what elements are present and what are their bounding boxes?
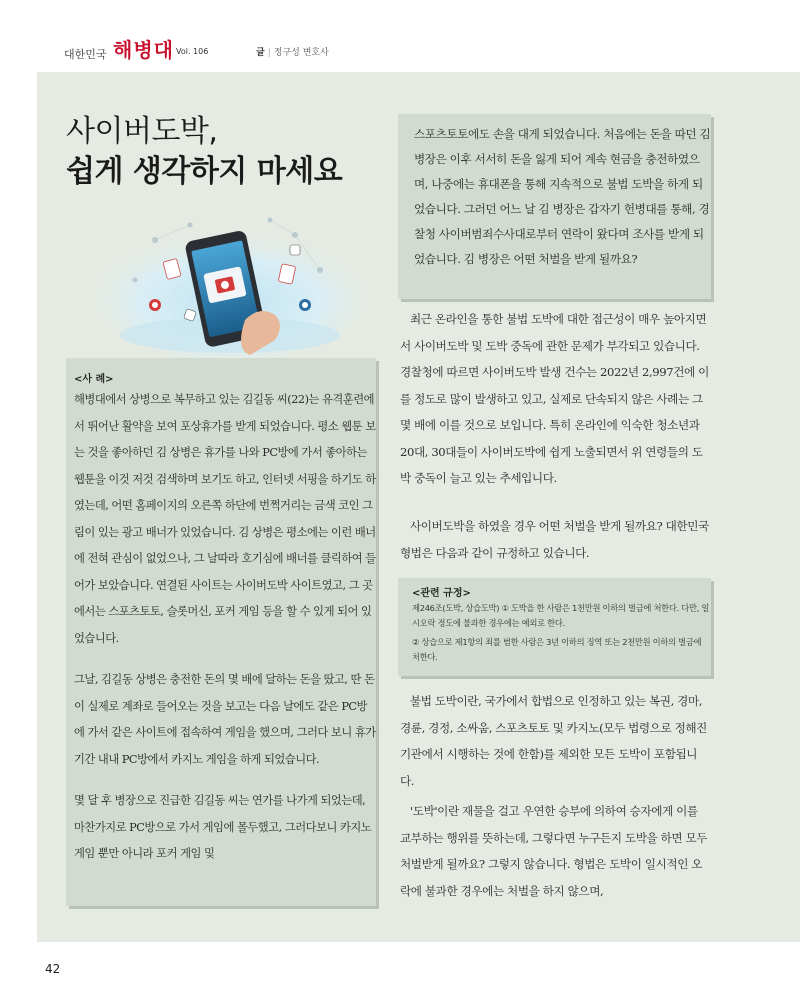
smartphone-gambling-illustration — [95, 210, 365, 360]
case-paragraph-1: 해병대에서 상병으로 복무하고 있는 김길동 씨(22)는 유격훈련에서 뛰어난 활약을 보여 포상휴가를 받게 되었습니다. 평소 웹툰 보는 것을 좋아하던 김 상병은 휴가를 나와 PC방에 가서 좋아하는 웹툰을 이것 저것 검색하며 보기도 하고, 인터넷 서핑을 하기도 하였는데, 어떤 홈페이지의 오른쪽 하단에 번쩍거리는 금색 코인 그림이 있는 광고 배너가 있었습니다. 김 상병은 평소에는 이런 배너에 전혀 관심이 없었으나, 그 날따라 호기심에 배너를 클릭하여 들어가 보았습니다. 연결된 사이트는 사이버도박 사이트였고, 그 곳에서는 스포츠토토, 슬롯머신, 포커 게임 등을 할 수 있게 되어 있었습니다. — [74, 393, 376, 645]
case-box — [66, 358, 376, 906]
case-paragraph-2: 그날, 김길동 상병은 충전한 돈의 몇 배에 달하는 돈을 땄고, 딴 돈이 실제로 계좌로 들어오는 것을 보고는 다음 날에도 같은 PC방에 가서 같은 사이트에 접속하여 게임을 했으며, 그러다 보니 휴가기간 내내 PC방에서 카지노 게임을 하게 되었습니다. — [74, 673, 376, 766]
header-volume: Vol. 106 — [176, 47, 209, 56]
author-name: 정구성 변호사 — [273, 48, 329, 58]
body-paragraph-2: 사이버도박을 하였을 경우 어떤 처벌을 받게 될까요? 대한민국 형법은 다음과 같이 규정하고 있습니다. — [400, 519, 709, 560]
body-paragraph-3-block — [400, 688, 710, 794]
header-author — [256, 45, 329, 58]
case-paragraph-3: 몇 달 후 병장으로 진급한 김길동 씨는 연가를 나가게 되었는데, 마찬가지로 PC방으로 가서 게임에 몰두했고, 그러다보니 카지노 게임 뿐만 아니라 포커 게임 및 — [74, 794, 372, 860]
related-law-box — [398, 578, 711, 676]
title-line-2: 쉽게 생각하지 마세요 — [66, 154, 343, 189]
case-label: <사 례> — [74, 374, 114, 385]
header-country: 대한민국 — [64, 48, 107, 61]
title-line-1: 사이버도박, — [66, 114, 218, 149]
related-law-label: <관련 규정> — [412, 588, 471, 599]
body-paragraph-4: '도박'이란 재물을 걸고 우연한 승부에 의하여 승자에게 이를 교부하는 행위를 뜻하는데, 그렇다면 누구든지 도박을 하면 모두 처벌받게 될까요? 그렇지 않습니다. 형법은 도박이 일시적인 오락에 불과한 경우에는 처벌을 하지 않으며, — [400, 804, 708, 898]
page-header — [0, 0, 800, 70]
page-number: 42 — [45, 962, 61, 976]
body-paragraph-1: 최근 온라인을 통한 불법 도박에 대한 접근성이 매우 높아지면서 사이버도박 및 도박 중독에 관한 문제가 부각되고 있습니다. 경찰청에 따르면 사이버도박 발생 건수는 2022년 2,997건에 이를 정도로 많이 발생하고 있고, 실제로 단속되지 않은 사례는 그 몇 배에 이를 것으로 보입니다. 특히 온라인에 익숙한 청소년과 20대, 30대들이 사이버도박에 쉽게 노출되면서 위 연령들의 도박 중독이 늘고 있는 추세입니다. — [400, 312, 709, 485]
body-paragraph-4-block — [400, 798, 710, 904]
body-paragraph-2-block — [400, 513, 710, 566]
body-paragraph-1-block — [400, 306, 710, 492]
article-title — [66, 112, 342, 192]
header-brand-logo: 해병대 — [113, 38, 174, 62]
author-prefix: 글 — [256, 48, 265, 58]
law-article-246-clause-2: ② 상습으로 제1항의 죄를 범한 사람은 3년 이하의 징역 또는 2천만원 이하의 벌금에 처한다. — [412, 637, 702, 662]
case-continuation-text: 스포츠토토에도 손을 대게 되었습니다. 처음에는 돈을 따던 김 병장은 이후 서서히 돈을 잃게 되어 계속 현금을 충전하였으며, 나중에는 휴대폰을 통해 지속적으로 불법 도박을 하게 되었습니다. 그러던 어느 날 김 병장은 갑자기 헌병대를 통해, 경찰청 사이버범죄수사대로부터 연락이 왔다며 조사를 받게 되었습니다. 김 병장은 어떤 처벌을 받게 될까요? — [414, 127, 711, 266]
author-separator: | — [267, 48, 271, 58]
law-article-246-clause-1: 제246조(도박, 상습도박) ① 도박을 한 사람은 1천만원 이하의 벌금에 처한다. 다만, 일시오락 정도에 불과한 경우에는 예외로 한다. — [412, 603, 710, 628]
body-paragraph-3: 불법 도박이란, 국가에서 합법으로 인정하고 있는 복권, 경마, 경륜, 경정, 소싸움, 스포츠토토 및 카지노(모두 법령으로 정해진 기관에서 시행하는 것에 한함)를 제외한 모든 도박이 포함됩니다. — [400, 694, 707, 788]
case-continuation-box — [398, 114, 711, 299]
